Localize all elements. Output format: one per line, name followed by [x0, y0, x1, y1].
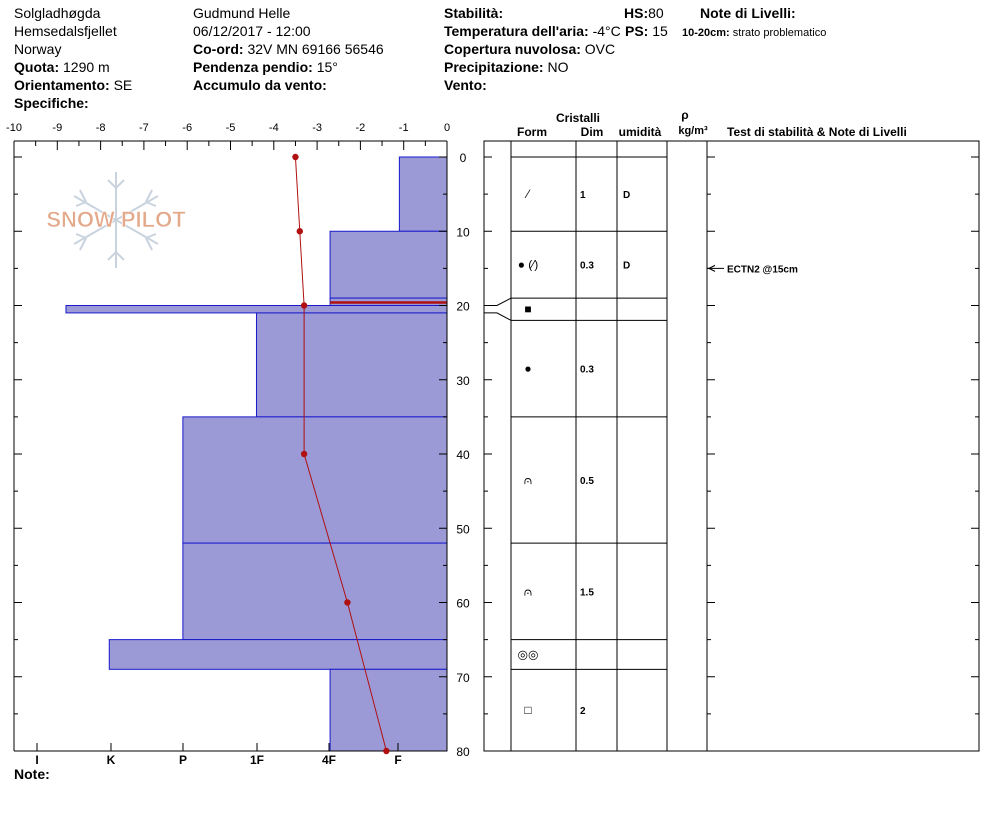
aspect-label: Orientamento: — [14, 77, 110, 93]
grain-size-1: 0.3 — [580, 260, 594, 272]
ps-label: PS: — [625, 23, 649, 39]
connector-line-bottom — [484, 313, 511, 320]
depth-tick-label-8: 80 — [456, 745, 470, 759]
grain-form-5: ⩀ — [523, 584, 533, 599]
stability-label: Stabilità: — [444, 5, 504, 21]
hardness-bar-0 — [399, 157, 447, 231]
moisture-header: umidità — [618, 125, 662, 139]
temp-tick-label-8: -2 — [355, 122, 366, 134]
grain-form-3: ● — [524, 361, 532, 376]
coord-value: 32V MN 69166 56546 — [247, 41, 384, 57]
depth-tick-label-3: 30 — [456, 373, 470, 388]
slope-label: Pendenza pendio: — [193, 59, 313, 75]
grain-size-3: 0.3 — [580, 364, 594, 376]
layer-note-text: strato problematico — [732, 27, 827, 39]
air-temp-value: -4°C — [592, 23, 621, 39]
air-temp-label: Temperatura dell'aria: — [444, 23, 589, 39]
layer-table-frame — [484, 141, 979, 751]
layer-note-range: 10-20cm: — [682, 27, 730, 39]
temperature-point-5 — [383, 748, 389, 754]
wind-loading-label: Accumulo da vento: — [193, 77, 327, 93]
observer-name: Gudmund Helle — [193, 5, 291, 21]
aspect-value: SE — [113, 77, 133, 93]
temp-tick-label-2: -8 — [95, 122, 106, 134]
elevation-label: Quota: — [14, 59, 60, 75]
temperature-point-4 — [344, 599, 350, 605]
layer-notes-label: Note di Livelli: — [700, 5, 796, 21]
temperature-point-1 — [297, 228, 303, 234]
grain-size-7: 2 — [580, 706, 586, 718]
grain-form-7: □ — [524, 703, 532, 718]
form-header: Form — [517, 125, 547, 139]
depth-tick-label-6: 60 — [456, 596, 470, 611]
hardness-bar-5 — [183, 417, 447, 543]
specifics-label: Specifiche: — [14, 95, 89, 111]
temp-tick-label-7: -3 — [312, 122, 322, 134]
temperature-point-0 — [292, 154, 298, 160]
depth-tick-label-1: 10 — [456, 225, 470, 240]
elevation-value: 1290 m — [63, 59, 110, 75]
temp-tick-label-9: -1 — [398, 122, 409, 134]
hardness-bar-8 — [330, 669, 447, 751]
grain-size-5: 1.5 — [580, 587, 594, 599]
temp-tick-label-1: -9 — [52, 122, 63, 134]
grain-form-2: ■ — [524, 302, 532, 317]
observation-datetime: 06/12/2017 - 12:00 — [193, 23, 311, 39]
depth-tick-label-2: 20 — [456, 299, 470, 314]
hs-value: 80 — [648, 5, 664, 21]
cloud-value: OVC — [584, 41, 616, 57]
hardness-tick-label-4: 4F — [321, 753, 337, 767]
hardness-bar-6 — [183, 543, 447, 640]
grain-form-4: ⩀ — [523, 472, 533, 487]
wind-label: Vento: — [444, 77, 487, 93]
hardness-tick-label-5: F — [394, 753, 402, 767]
grain-form-6: ◎◎ — [517, 647, 539, 662]
grain-form-1: ● (⁄) — [517, 257, 539, 272]
coord-label: Co-ord: — [193, 41, 244, 57]
depth-tick-label-0: 0 — [459, 151, 467, 165]
moisture-0: D — [623, 190, 631, 202]
temperature-point-2 — [301, 302, 307, 308]
density-unit: kg/m³ — [678, 125, 708, 137]
grain-size-4: 0.5 — [580, 475, 594, 487]
grain-form-0: ⁄ — [526, 187, 530, 202]
temp-tick-label-6: -4 — [268, 122, 279, 134]
note-row — [14, 765, 50, 783]
location-name: Solgladhøgda — [14, 5, 101, 21]
temp-tick-label-4: -6 — [182, 122, 193, 134]
ps-value: 15 — [652, 23, 668, 39]
crystals-header: Cristalli — [555, 111, 601, 125]
hardness-tick-label-1: K — [106, 753, 116, 767]
moisture-1: D — [623, 260, 631, 272]
depth-tick-label-4: 40 — [456, 448, 470, 462]
hardness-bar-7 — [109, 640, 447, 670]
hardness-bar-4 — [256, 313, 447, 417]
watermark-text: SNOW PILOT — [46, 207, 186, 232]
temp-tick-label-0: -10 — [6, 122, 22, 134]
precip-label: Precipitazione: — [444, 59, 544, 75]
size-header: Dim — [580, 125, 604, 139]
country-name: Norway — [14, 41, 62, 57]
temp-tick-label-10: 0 — [443, 122, 451, 134]
depth-tick-label-7: 70 — [456, 670, 470, 685]
hardness-bar-1 — [330, 231, 447, 298]
hardness-bar-3 — [66, 306, 447, 313]
cloud-label: Copertura nuvolosa: — [444, 41, 581, 57]
slope-value: 15° — [316, 59, 338, 75]
tests-header: Test di stabilità & Note di Livelli — [727, 125, 907, 139]
depth-tick-label-5: 50 — [456, 522, 470, 537]
hardness-tick-label-2: P — [178, 753, 188, 767]
precip-value: NO — [547, 59, 569, 75]
region-name: Hemsedalsfjellet — [14, 23, 117, 39]
temp-tick-label-5: -5 — [225, 122, 236, 134]
hardness-tick-label-0: I — [35, 753, 39, 767]
hs-label: HS: — [624, 5, 649, 21]
density-symbol: ρ — [681, 108, 689, 122]
test-annotation: ECTN2 @15cm — [727, 264, 798, 276]
connector-line-top — [484, 298, 511, 305]
hardness-tick-label-3: 1F — [249, 753, 265, 767]
temperature-point-3 — [301, 451, 307, 457]
temp-tick-label-3: -7 — [139, 122, 149, 134]
grain-size-0: 1 — [580, 190, 586, 202]
note-label: Note: — [14, 766, 50, 782]
